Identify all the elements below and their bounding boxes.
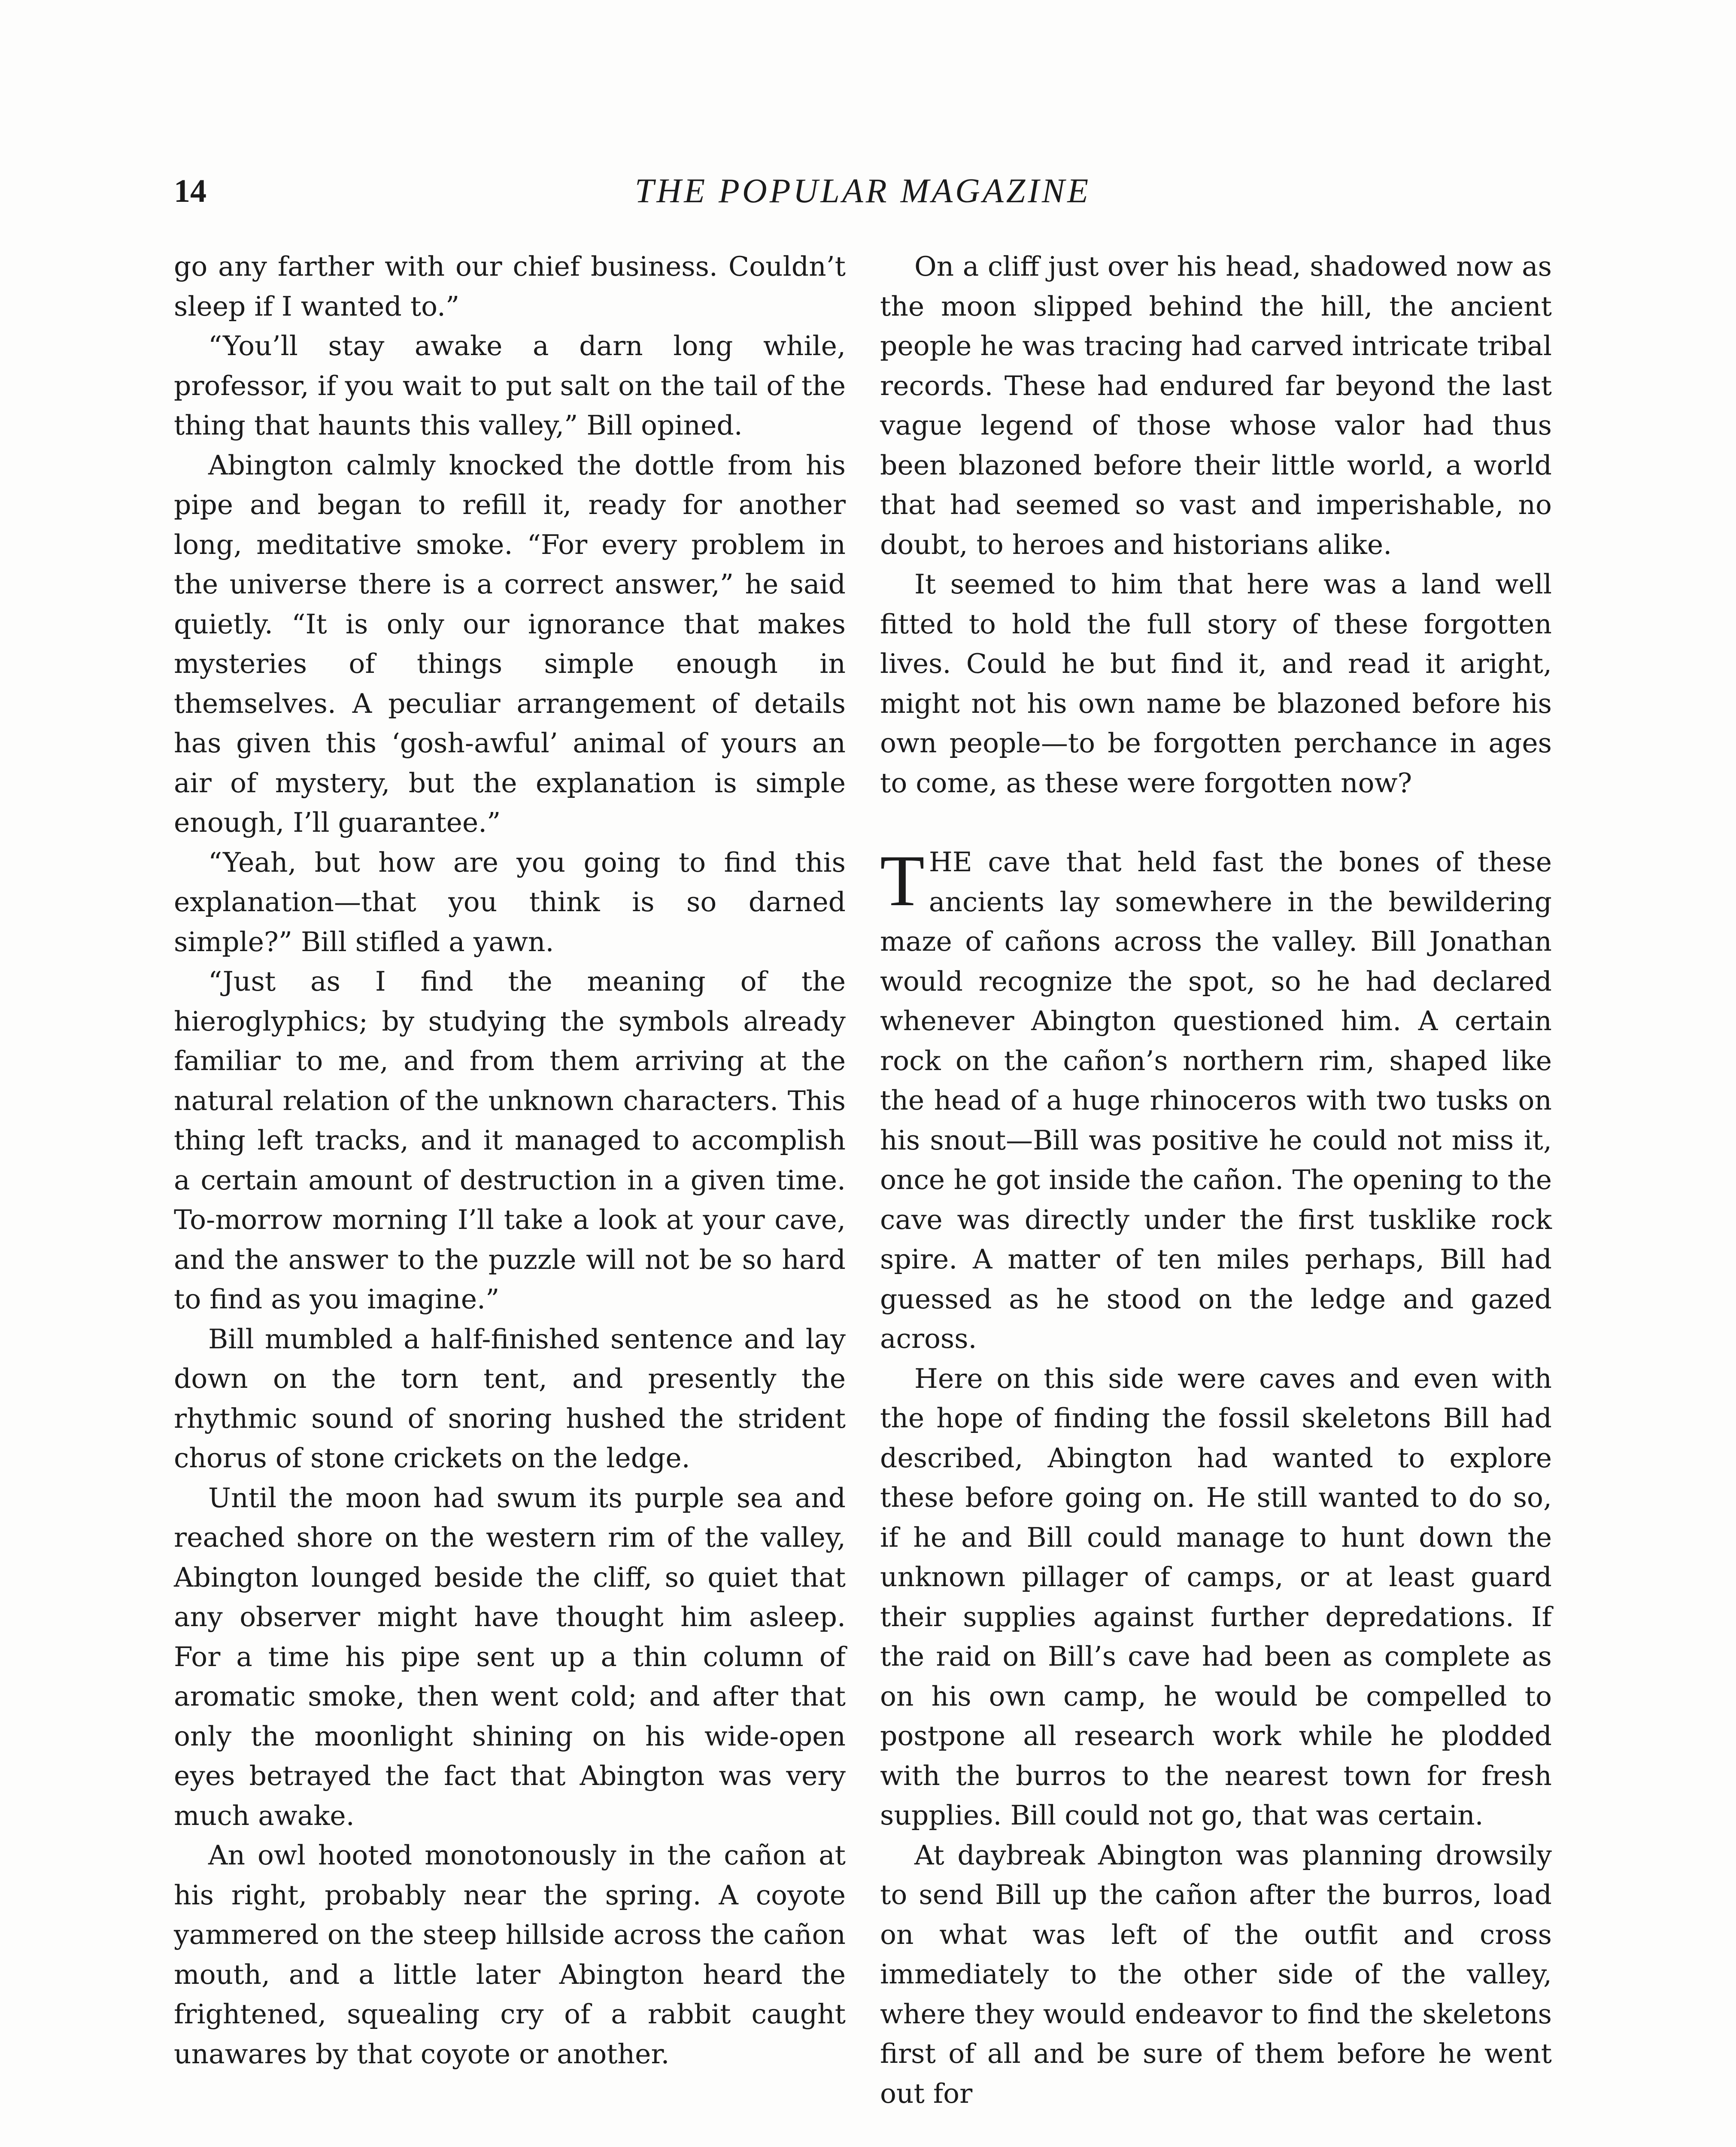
section-opening-text: HE cave that held fast the bones of these ancients lay somewhere in the bewildering maze of cañons across the valley. Bill Jonathan would recognize the spot, so he had declared whenever Abington questioned him. A certain rock on the cañon’s northern rim, shaped like the head of a huge rhinoceros with two tusks on his snout—Bill was positive he could not miss it, once he got inside the cañon. The opening to the cave was directly under the first tusklike rock spire. A matter of ten miles perhaps, Bill had guessed as he stood on the ledge and gazed across.	[880, 846, 1552, 1354]
page-number: 14	[174, 173, 206, 209]
paragraph: “Yeah, but how are you going to find this explanation—that you think is so darned simple?” Bill stifled a yawn.	[174, 846, 846, 958]
paragraph: Until the moon had swum its purple sea and reached shore on the western rim of the valley, Abington lounged beside the cliff, so quiet that any observer might have thought him asleep. For a time his pipe sent up a thin column of aromatic smoke, then went cold; and after that only the moonlight shining on his wide-open eyes betrayed the fact that Abington was very much awake.	[174, 1482, 846, 1831]
paragraph: On a cliff just over his head, shadowed now as the moon slipped behind the hill, the ancient people he was tracing had carved intricate tribal records. These had endured far beyond the last vague legend of those whose valor had thus been blazoned before their little world, a world that had seemed so vast and imperishable, no doubt, to heroes and historians alike.	[880, 251, 1552, 560]
paragraph: “You’ll stay awake a darn long while, professor, if you wait to put salt on the tail of the thing that haunts this valley,” Bill opined.	[174, 330, 846, 441]
section-opening-paragraph	[880, 842, 1552, 1359]
paragraph: Bill mumbled a half-finished sentence and lay down on the torn tent, and presently the rhythmic sound of snoring hushed the strident chorus of stone crickets on the ledge.	[174, 1323, 846, 1474]
paragraph: At daybreak Abington was planning drowsily to send Bill up the cañon after the burros, load on what was left of the outfit and cross immediately to the other side of the valley, where they would endeavor to find the skeletons first of all and be sure of them before he went out for	[880, 1839, 1552, 2109]
section-break	[880, 803, 1552, 842]
left-column	[174, 247, 846, 2074]
paragraph: Abington calmly knocked the dottle from his pipe and began to refill it, ready for another long, meditative smoke. “For every problem in the universe there is a correct answer,” he said quietly. “It is only our ignorance that makes mysteries of things simple enough in themselves. A peculiar arrangement of details has given this ‘gosh-awful’ animal of yours an air of mystery, but the explanation is simple enough, I’ll guarantee.”	[174, 449, 846, 838]
paragraph: It seemed to him that here was a land well fitted to hold the full story of these forgotten lives. Could he but find it, and read it aright, might not his own name be blazoned before his own people—to be forgotten perchance in ages to come, as these were forgotten now?	[880, 569, 1552, 799]
running-title: THE POPULAR MAGAZINE	[634, 172, 1091, 210]
right-column	[880, 247, 1552, 2114]
paragraph: Here on this side were caves and even with the hope of finding the fossil skeletons Bill had described, Abington had wanted to explore these before going on. He still wanted to do so, if he and Bill could manage to hunt down the unknown pillager of camps, or at least guard their supplies against further depredations. If the raid on Bill’s cave had been as complete as on his own camp, he would be compelled to postpone all research work while he plodded with the burros to the nearest town for fresh supplies. Bill could not go, that was certain.	[880, 1362, 1552, 1831]
paragraph: go any farther with our chief business. Couldn’t sleep if I wanted to.”	[174, 251, 846, 322]
page-header	[174, 165, 1552, 217]
paragraph: “Just as I find the meaning of the hieroglyphics; by studying the symbols already familiar to me, and from them arriving at the natural relation of the unknown characters. This thing left tracks, and it managed to accomplish a certain amount of destruction in a given time. To-morrow morning I’ll take a look at your cave, and the answer to the puzzle will not be so hard to find as you imagine.”	[174, 966, 846, 1315]
drop-cap: T	[880, 840, 925, 921]
paragraph: An owl hooted monotonously in the cañon at his right, probably near the spring. A coyote yammered on the steep hillside across the cañon mouth, and a little later Abington heard the frightened, squealing cry of a rabbit caught unawares by that coyote or another.	[174, 1840, 846, 2070]
